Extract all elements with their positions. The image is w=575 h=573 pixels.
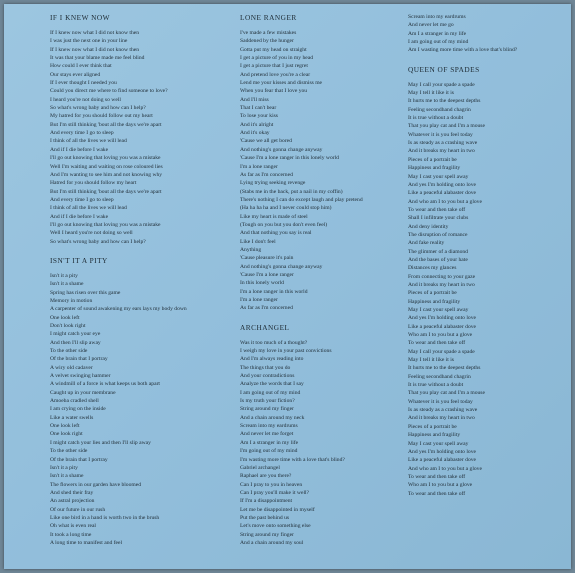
lyric-line: I'm a lone ranger in this world (240, 288, 308, 295)
lyric-line: Let's move onto something else (240, 523, 311, 530)
lyric-line: And it's alright (240, 121, 274, 128)
lyric-line: May I cast your spell away (408, 173, 469, 180)
lyric-line: Put the past behind us (240, 514, 290, 521)
lyric-line: But I'm still thinking 'bout all the days we're apart (50, 121, 162, 128)
lyric-line: One look right (50, 431, 83, 438)
lyric-line: The flowers in our garden have bloomed (50, 481, 142, 488)
lyric-line: Spring has risen over this game (50, 289, 121, 296)
lyric-line: May I tell it like it is (408, 357, 454, 364)
lyric-line: (Ha ha ha ha and I never could stop him) (240, 205, 332, 212)
lyric-line: And every time I go to sleep (50, 196, 114, 203)
lyric-line: Isn't it a pity (50, 272, 78, 279)
lyric-line: Is as steady as a crashing wave (408, 407, 478, 414)
lyric-line: I'll go out knowing that loving you was a mistake (50, 221, 161, 228)
lyric-line: Like a water swells (50, 414, 94, 421)
lyric-line: Scream into my eardrums (408, 14, 466, 20)
lyric-line: And if I die before I wake (50, 213, 109, 220)
lyric-line: (Tough on you but you don't even feel) (240, 221, 328, 228)
lyric-line: I'm a lone ranger (240, 163, 278, 170)
lyric-line: Isn't it a shame (50, 281, 84, 288)
lyric-line: How could I ever think that (50, 63, 112, 70)
lyric-line: And a chain around my soul (240, 539, 304, 546)
lyric-line: Can I pray you'll make it well? (240, 489, 310, 496)
lyric-line: And it's okay (240, 130, 270, 137)
lyric-line: I'll go out knowing that loving you was a mistake (50, 155, 161, 162)
lyric-line: String around my finger (240, 406, 294, 413)
lyric-line: And shed their fray (50, 489, 94, 496)
lyric-line: One look left (50, 314, 80, 321)
lyric-line: And never let me forget (240, 431, 294, 438)
lyric-line: String around my finger (240, 531, 294, 538)
lyric-line: I might catch your lies and then I'll slip away (50, 439, 151, 446)
lyric-line: A carpenter of sound awakening my ears lays my body down (50, 306, 187, 313)
lyric-line: Gotta put my head on straight (240, 46, 307, 53)
lyric-line: My hatred for you should follow out my heart (50, 113, 153, 120)
song-title-queen-of-spades: QUEEN OF SPADES (408, 64, 480, 74)
lyric-line: It hurts me to the deepest depths (408, 98, 481, 105)
lyric-line: That I can't bear (240, 105, 277, 112)
lyrics-archangel (240, 339, 400, 548)
lyric-line: As far as I'm concerned (240, 171, 293, 178)
song-title-if-i-knew-now: IF I KNEW NOW (50, 13, 111, 22)
lyric-line: The things that you do (240, 364, 291, 371)
lyric-line: I get a picture that I just regret (240, 63, 308, 70)
lyric-line: And who am I to you but a glove (408, 465, 482, 472)
lyric-line: I weigh my love in your past convictions (240, 348, 332, 355)
lyric-line: Distances my glances (408, 265, 457, 272)
lyric-line: That you play cat and I'm a mouse (408, 390, 485, 397)
lyric-line: That you play cat and I'm a mouse (408, 123, 485, 130)
lyric-line: And I'm wanting to see him and not knowing why (50, 171, 163, 178)
lyric-line: When you fear that I love you (240, 88, 308, 95)
lyric-line: An astral projection (50, 498, 95, 505)
lyric-line: And never let me go (408, 22, 454, 29)
lyric-line: Like a peaceful alabaster dove (408, 457, 477, 464)
lyric-line: Am I a stranger in my life (408, 30, 467, 37)
lyric-line: And your contradictions (240, 373, 295, 380)
lyric-line: Anything (240, 246, 262, 253)
lyric-line: To wear and then take off (408, 340, 466, 347)
lyric-line: Like a peaceful alabaster dove (408, 190, 477, 197)
lyric-line: Can I pray to you in heaven (240, 481, 303, 488)
lyrics-queen-of-spades (408, 81, 568, 498)
column-right (408, 13, 568, 498)
lyrics-archangel-continued (408, 13, 568, 55)
lyric-line: Happiness and fragility (408, 432, 461, 439)
lyric-line: Let me be disappointed in myself (240, 506, 315, 513)
lyric-line: And nothing's gonna change anyway (240, 146, 323, 153)
lyric-line: May I call your spade a spade (408, 81, 475, 88)
lyric-line: And if I die before I wake (50, 146, 109, 153)
lyric-line: If I knew now what I did not know then (50, 46, 140, 53)
lyric-line: Like I don't feel (240, 238, 276, 245)
lyric-line: It took a long time (50, 531, 92, 538)
song-title-archangel: ARCHANGEL (240, 322, 290, 332)
lyric-line: And deny identity (408, 223, 449, 230)
lyric-line: And every time I go to sleep (50, 130, 114, 137)
lyric-line: Shall I infiltrate your clubs (408, 215, 469, 222)
lyric-line: Saddened by the hunger (240, 38, 294, 45)
lyrics-lone-ranger (240, 29, 400, 313)
lyric-line: May I tell it like it is (408, 90, 454, 97)
lyric-line: If I knew now what I did not know then (50, 30, 140, 36)
lyric-line: Like one bird in a hand is worth two in the brush (50, 514, 160, 521)
lyric-line: To the other side (50, 348, 88, 355)
lyric-line: To wear and then take off (408, 473, 466, 480)
lyric-line: Of our future in our rush (50, 506, 106, 513)
lyric-line: Well I'm waiting and waiting on rose coloured lies (50, 163, 163, 170)
lyric-line: And yes I'm holding onto love (408, 448, 476, 455)
lyric-line: And who am I to you but a glove (408, 198, 482, 205)
lyric-line: Of the brain that I portray (50, 356, 108, 363)
lyric-line: Memory in motion (50, 297, 93, 304)
lyric-line: The glimmer of a diamond (408, 248, 468, 255)
lyric-line: Pieces of a portrait be (408, 156, 457, 163)
lyric-line: Lying trying seeking revenge (240, 180, 306, 187)
lyric-line: I think of all the lives we will lead (50, 138, 127, 145)
lyric-line: There's nothing I can do except laugh and play pretend (240, 196, 363, 203)
lyric-line: 'Cause I'm a lone ranger (240, 271, 294, 278)
lyric-line: Amoeba cradled shell (50, 398, 99, 405)
lyric-line: I think of all the lives we will lead (50, 205, 127, 212)
lyric-line: Who am I to you but a glove (408, 332, 473, 339)
lyric-line: Analyze the words that I say (240, 381, 304, 388)
lyric-line: And it breaks my heart in two (408, 415, 475, 422)
lyric-line: As far as I'm concerned (240, 305, 293, 312)
lyric-line: 'Cause I'm a lone ranger in this lonely world (240, 155, 339, 162)
lyric-line: To lose your kiss (240, 113, 278, 120)
lyric-line: And yes I'm holding onto love (408, 181, 476, 188)
lyric-line: A velvet swinging hammer (50, 373, 111, 380)
lyric-line: I'm wasting more time with a love that's blind? (240, 456, 345, 463)
lyric-line: Pieces of a portrait be (408, 423, 457, 430)
lyric-line: So what's wrong baby and how can I help? (50, 105, 146, 112)
lyric-line: Feeling secondhand chagrin (408, 373, 471, 380)
lyric-line: Am I a stranger in my life (240, 439, 299, 446)
lyric-line: And I'm always reading into (240, 356, 304, 363)
lyric-line: And nothing's gonna change anyway (240, 263, 323, 270)
lyric-line: Is as steady as a crashing wave (408, 140, 478, 147)
lyric-line: So what's wrong baby and how can I help? (50, 238, 146, 245)
lyric-line: (Stabs me in the back, put a nail in my coffin) (240, 188, 343, 195)
lyric-line: In this lonely world (240, 280, 284, 287)
lyric-line: 'Cause we all get bored (240, 138, 292, 145)
lyric-line: And the bases of your hate (408, 256, 468, 263)
lyric-line: Caught up in your membrane (50, 389, 116, 396)
lyric-line: And yes I'm holding onto love (408, 315, 476, 322)
lyric-line: I've made a few mistakes (240, 30, 297, 36)
lyric-line: Whatever it is you feel today (408, 131, 473, 138)
lyric-line: And it breaks my heart in two (408, 281, 475, 288)
lyric-line: Oh what is even real (50, 523, 96, 530)
lyric-line: It is true without a doubt (408, 382, 464, 389)
lyric-line: I'm a lone ranger (240, 297, 278, 303)
lyric-line: I am going out of my mind (408, 39, 469, 46)
lyric-line: One look left (50, 423, 80, 430)
lyric-line: Like my heart is made of steel (240, 213, 308, 220)
lyric-line: If I'm a disappointment (240, 498, 293, 505)
lyric-line: And I'll miss (240, 96, 269, 103)
song-title-isnt-it-a-pity: ISN'T IT A PITY (50, 255, 108, 265)
lyric-line: It is true without a doubt (408, 115, 464, 122)
lyric-line: The disruption of romance (408, 231, 468, 238)
lyric-line: Isn't it a shame (50, 473, 84, 480)
lyric-line: I get a picture of you in my head (240, 55, 314, 62)
lyric-line: Am I wasting more time with a love that's blind? (408, 47, 518, 54)
lyric-line: Don't look right (50, 323, 86, 329)
lyric-line: Isn't it a pity (50, 464, 78, 471)
lyric-line: If I ever thought I needed you (50, 80, 117, 87)
lyric-line: Gabriel archangel (240, 464, 280, 471)
lyric-line: And that nothing you say is real (240, 230, 312, 237)
lyric-line: Like a peaceful alabaster dove (408, 323, 477, 330)
lyric-line: A long time to manifest and feel (50, 539, 123, 546)
lyric-line: To the other side (50, 448, 88, 455)
lyric-line: A windmill of a force is what keeps us both apart (50, 381, 160, 388)
lyric-line: Happiness and fragility (408, 298, 461, 305)
lyric-line: And it breaks my heart in two (408, 148, 475, 155)
lyric-line: It hurts me to the deepest depths (408, 365, 481, 372)
column-left (50, 13, 230, 547)
lyric-line: Well I heard you're not doing so well (50, 230, 133, 237)
lyric-line: From connecting to your gaze (408, 273, 476, 280)
lyric-line: I am going out of my mind (240, 389, 301, 396)
lyrics-isnt-it-a-pity (50, 272, 230, 547)
lyric-line: And then I'll slip away (50, 339, 101, 346)
lyric-line: Our stays ever aligned (50, 71, 101, 78)
lyric-line: To wear and then take off (408, 490, 466, 497)
lyric-line: May I call your spade a spade (408, 348, 475, 355)
lyric-line: I'm going out of my mind (240, 448, 298, 455)
lyric-line: Is my truth your fiction? (240, 398, 295, 405)
lyric-line: Hatred for you should follow my heart (50, 180, 137, 187)
lyric-line: I might catch your eye (50, 331, 101, 338)
lyric-line: Who am I to you but a glove (408, 482, 473, 489)
column-middle (240, 13, 400, 547)
lyric-line: 'Cause pleasure it's pain (240, 255, 294, 262)
lyric-line: I heard you're not doing so well (50, 96, 121, 103)
lyric-line: Lend me your kisses and dismiss me (240, 80, 323, 87)
lyric-line: I am crying on the inside (50, 406, 106, 413)
lyric-line: Feeling secondhand chagrin (408, 106, 471, 113)
lyric-line: But I'm still thinking 'bout all the days we're apart (50, 188, 162, 195)
song-title-lone-ranger: LONE RANGER (240, 13, 297, 22)
lyric-line: Of the brain that I portray (50, 456, 108, 463)
lyric-line: A wiry old cadaver (50, 364, 93, 371)
lyric-line: Could you direct me where to find someone to love? (50, 88, 168, 95)
lyric-line: Was it too much of a thought? (240, 339, 308, 346)
lyric-line: And pretend love you're a clear (240, 71, 311, 78)
lyric-line: May I cast your spell away (408, 440, 469, 447)
lyric-sheet (4, 4, 571, 569)
lyric-line: May I cast your spell away (408, 307, 469, 313)
lyric-line: Scream into my eardrums (240, 423, 298, 430)
lyrics-if-i-knew-now (50, 29, 230, 246)
lyric-line: Whatever it is you feel today (408, 398, 473, 405)
lyric-line: Raphael are you there? (240, 473, 292, 480)
lyric-line: Happiness and fragility (408, 165, 461, 172)
lyric-line: I was just the next one in your line (50, 38, 128, 45)
lyric-line: And fake reality (408, 240, 445, 247)
lyric-line: To wear and then take off (408, 206, 466, 213)
lyric-line: It was that your blame made me feel blind (50, 55, 145, 62)
lyric-line: Pieces of a portrait be (408, 290, 457, 297)
lyric-line: And a chain around my neck (240, 414, 305, 421)
